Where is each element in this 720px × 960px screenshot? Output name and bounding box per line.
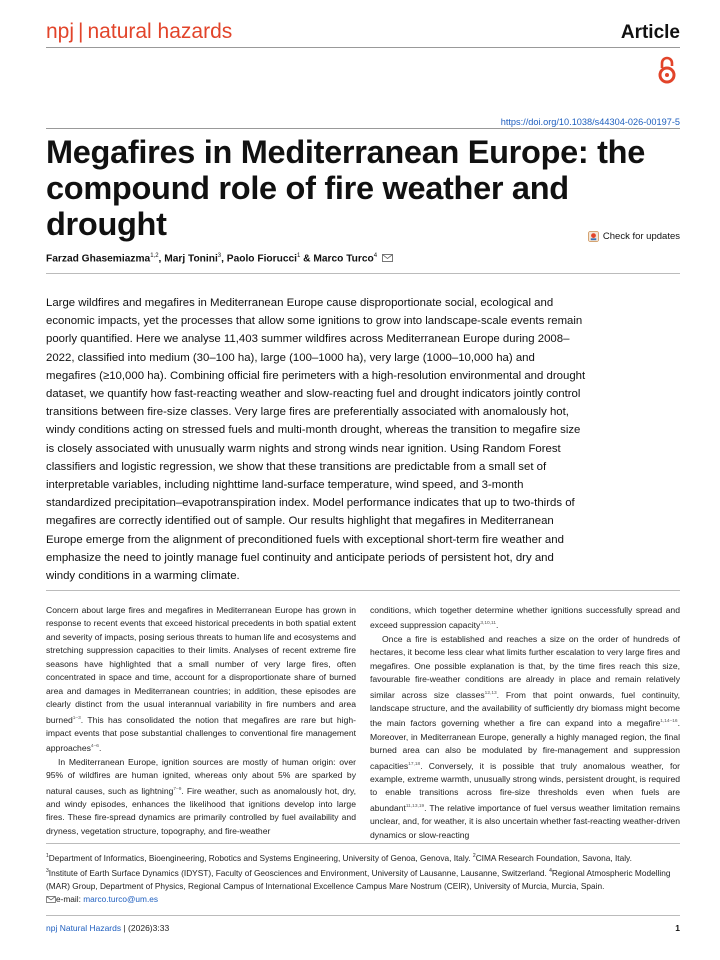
body-paragraph <box>370 604 680 633</box>
article-title: Megafires in Mediterranean Europe: the compound role of fire weather and drought <box>46 134 646 242</box>
mail-icon[interactable] <box>382 254 393 262</box>
citation-ref[interactable]: 4–6 <box>90 744 99 750</box>
footer-divider <box>46 915 680 916</box>
check-updates-label: Check for updates <box>602 231 680 242</box>
author-separator: & <box>300 253 314 265</box>
mail-icon <box>46 896 56 903</box>
citation-ref[interactable]: 11,13,19 <box>405 803 425 809</box>
abstract: Large wildfires and megafires in Mediterranean Europe cause disproportionate social, ecological and economic impacts, yet the processes that allow some ignitions to grow into landscape-scale events remain poorly quantified. Here we analyse 11,403 summer wildfires across Mediterranean Europe during 2008–2022, classified into medium (30–100 ha), large (100–1000 ha), very large (1000–10,000 ha) and megafires (≥10,000 ha). Combining official fire perimeters with a high-resolution environmental and drought dataset, we quantify how fast-reacting weather and slow-reacting fuel and drought indicators jointly control transitions between fire-size classes. Very large fires are preferentially associated with anomalously hot, windy conditions acting on stressed fuels and multi-month drought, whereas the transition to megafire size is closely associated with unusually warm nights and strong winds near ignition. Using Random Forest classifiers and logistic regression, we show that these transitions are predictable from a small set of interpretable variables, including nighttime land-surface temperature, wind speed, and 3-month standardized precipitation–evapotranspiration index. Model performance indicates that up to two-thirds of megafires are correctly identified out of sample. Our results highlight that megafires in Mediterranean Europe emerge from the alignment of preconditioned fuels with exceptional short-term fire weather and emphasize the need to jointly manage fuel continuity and anticipate periods of persistent hot, dry and windy conditions in a warming climate. <box>46 297 586 583</box>
journal-prefix: npj <box>46 20 75 43</box>
journal-title: natural hazards <box>87 20 233 43</box>
author-list <box>46 253 393 264</box>
citation-ref[interactable]: 12,13 <box>484 690 497 696</box>
affiliation-number: 2 <box>472 853 476 859</box>
check-for-updates-button[interactable] <box>588 231 680 242</box>
affiliation-number: 4 <box>549 867 552 874</box>
body-column-left <box>46 604 356 838</box>
author-separator: , <box>158 253 165 265</box>
journal-separator: | <box>78 20 84 43</box>
article-type-label: Article <box>620 22 680 43</box>
footer-citation <box>46 923 169 933</box>
body-text: . From that point onwards, fuel continuity, landscape structure, and the availability of sufficiently dry biomass might become the main factors governing whether a fire can expand into a megafire <box>370 689 680 729</box>
body-column-right <box>370 604 680 842</box>
body-text: . Conversely, it is possible that truly anomalous weather, for example, extreme warmth, unusually strong winds, persistent drought, is required to enable transitions across fire-size thresholds even when fuels are abundant <box>370 760 680 813</box>
author-affiliation: 1 <box>297 253 301 259</box>
body-text: . Moreover, in Mediterranean Europe, generally a highly managed region, the final burned area can also be modulated by fire-management and suppression capacities <box>370 718 680 771</box>
affiliation-number: 1 <box>46 853 49 859</box>
citation-ref[interactable]: 1–3 <box>72 715 81 721</box>
citation-ref[interactable]: 1,14–16 <box>660 719 678 725</box>
affiliation-number: 3 <box>46 867 49 874</box>
body-paragraph <box>46 604 356 756</box>
body-text: . <box>496 620 499 631</box>
body-text: . <box>98 743 102 754</box>
title-divider <box>46 128 680 129</box>
body-text: In Mediterranean Europe, ignition sources are mostly of human origin: over 95% of wildfires are human ignited, whereas only about 5% are sparked by natural causes, such as lightning <box>46 756 356 796</box>
author-name[interactable]: Marj Tonini <box>164 253 218 265</box>
footer-volume: | (2026)3:33 <box>121 923 170 933</box>
open-access-icon <box>656 55 678 85</box>
body-text: . Fire weather, such as anomalously hot, dry, and windy episodes, enhances the likelihood that ignitions develop into large fires. These fire-spread dynamics are primarily controlled by fuel availability and dryness, vegetation structure, topography, and fire-weather <box>46 785 357 836</box>
affiliation-text: CIMA Research Foundation, Savona, Italy. <box>475 852 632 863</box>
header-divider <box>46 47 680 48</box>
journal-name <box>46 20 232 44</box>
body-text: Once a fire is established and reaches a size on the order of hundreds of hectares, it become less clear what limits further escalation to very large fires and megafires. One possible explanation is that, by the time fires reach this size, favourable fire-weather conditions are already in place and remain relatively similar across size classes <box>370 633 680 700</box>
affiliation-text: Department of Informatics, Bioengineering, Robotics and Systems Engineering, University of Genoa, Genova, Italy. <box>48 852 473 863</box>
body-text: Concern about large fires and megafires in Mediterranean Europe has grown in response to recent events that exceed historical precedents in both spatial extent and severity of impacts, posing serious threats to human life and ecosystems and stretching suppression capacities to their limits. Analyses of recent extreme fire seasons have highlighted that a small number of very large fires, often concentrated in space and time, account for a disproportionate share of burned area and damages in Mediterranean countries; in addition, these episodes are clearly distinct from the usual interannual variability in fire numbers and area burned <box>46 605 356 725</box>
abstract-divider <box>46 590 680 591</box>
body-text: conditions, which together determine whether ignitions successfully spread and exceed suppression capacity <box>370 605 680 631</box>
check-updates-icon <box>588 231 599 242</box>
body-text: . This has consolidated the notion that megafires are rare but high-impact events that pose substantial challenges to conventional fire management approaches <box>46 714 356 754</box>
email-label: e-mail: <box>56 894 84 905</box>
affiliations <box>46 850 680 906</box>
author-name[interactable]: Paolo Fiorucci <box>226 253 297 265</box>
authors-divider <box>46 273 680 274</box>
author-name[interactable]: Marco Turco <box>313 253 374 265</box>
author-name[interactable]: Farzad Ghasemiazma <box>46 253 151 265</box>
doi-link[interactable]: https://doi.org/10.1038/s44304-026-00197-5 <box>500 117 680 127</box>
body-text: . The relative importance of fuel versus weather limitation remains unclear, and, for weather, it is also uncertain whether fast-reacting weather-driven dynamics or slow-reacting <box>370 802 680 840</box>
citation-ref[interactable]: 7–9 <box>173 786 182 792</box>
body-paragraph <box>46 756 356 839</box>
author-affiliation: 1,2 <box>150 253 159 259</box>
footnote-divider <box>46 843 680 844</box>
author-separator: , <box>221 253 227 265</box>
affiliation-text: Regional Atmospheric Modelling (MAR) Group, Department of Physics, Regional Campus of International Excellence Campus Mare Nostrum (CEIR), University of Murcia, Murcia, Spain. <box>46 867 671 891</box>
page-number: 1 <box>675 923 680 933</box>
body-paragraph <box>370 633 680 842</box>
author-affiliation: 3 <box>217 253 222 259</box>
email-link[interactable]: marco.turco@um.es <box>83 894 159 905</box>
citation-ref[interactable]: 3,10,11 <box>480 621 497 627</box>
citation-ref[interactable]: 17,18 <box>408 761 421 767</box>
affiliation-text: Institute of Earth Surface Dynamics (IDYST), Faculty of Geosciences and Environment, University of Lausanne, Lausanne, Switzerland. <box>48 867 550 878</box>
footer-journal[interactable]: npj Natural Hazards <box>46 923 122 933</box>
author-affiliation: 4 <box>373 253 378 259</box>
